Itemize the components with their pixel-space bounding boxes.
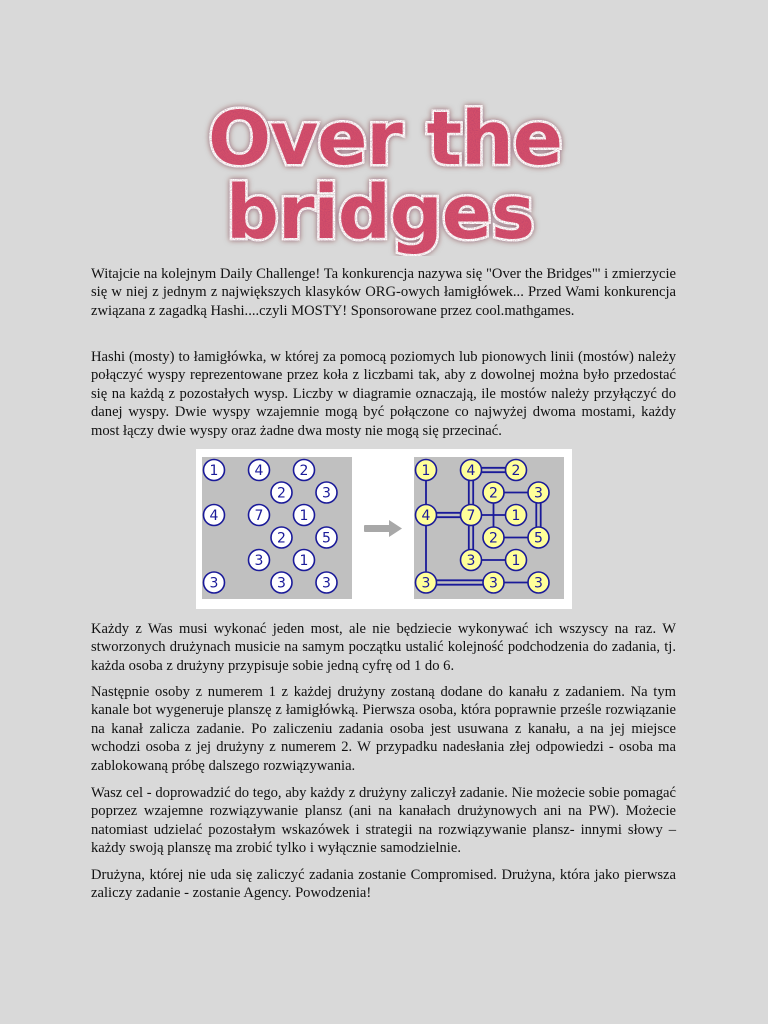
island-number: 2 — [511, 463, 521, 479]
outcome-paragraph: Drużyna, której nie uda się zaliczyć zadania zostanie Compromised. Drużyna, która jako pierwsza zaliczy zadanie - zostanie Agency. Powodzenia! — [91, 867, 676, 902]
island-number: 3 — [466, 553, 476, 569]
island-number: 1 — [299, 553, 309, 569]
island-number: 3 — [534, 485, 543, 502]
order-paragraph: Każdy z Was musi wykonać jeden most, ale nie będziecie wykonywać ich wszyscy na raz. W stworzonych drużynach musicie na samym początku ustalić kolejność podchodzenia do zadania, tj. każda osoba z drużyny przypisuje sobie jedną cyfrę od 1 do 6. — [91, 621, 676, 674]
island-number: 1 — [511, 553, 521, 569]
island-number: 3 — [421, 575, 431, 592]
island-number: 2 — [277, 530, 286, 547]
island-number: 2 — [277, 485, 286, 502]
island-number: 2 — [299, 463, 309, 479]
procedure-paragraph: Następnie osoby z numerem 1 z każdej drużyny zostaną dodane do kanału z zadaniem. Na tym kanale bot wygeneruje planszę z łamigłówką. Pierwsza osoba, która poprawnie prześle rozwiązanie na kanał zalicza zadanie. Po zaliczeniu zadania osoba jest usuwana z kanału, a na jej miejsce wchodzi osoba z jej drużyny z numerem 2. W przypadku nadesłania złej odpowiedzi - osoba ma zablokowaną próbę dalszego rozwiązywania. — [91, 684, 676, 774]
hashi-example-diagram — [196, 449, 572, 609]
intro-paragraph: Witajcie na kolejnym Daily Challenge! Ta konkurencja nazywa się "Over the Bridges"' i zmierzycie się w niej z jednym z największych klasyków ORG-owych łamigłówek... Przed Wami konkurencja związana z zagadką Hashi....czyli MOSTY! Sponsorowane przez cool.mathgames. — [91, 266, 676, 319]
island-number: 5 — [322, 530, 331, 547]
island-number: 3 — [489, 575, 498, 592]
island-number: 2 — [489, 485, 498, 502]
island-number: 7 — [466, 508, 476, 524]
island-number: 3 — [322, 485, 331, 502]
island-number: 1 — [299, 508, 309, 524]
title-line-1: Over the — [208, 96, 562, 182]
island-number: 3 — [534, 575, 543, 592]
island-number: 3 — [209, 575, 219, 592]
island-number: 5 — [534, 530, 543, 547]
title-logo — [190, 96, 580, 256]
goal-paragraph: Wasz cel - doprowadzić do tego, aby każdy z drużyny zaliczył zadanie. Nie możecie sobie pomagać poprzez wzajemne rozwiązywanie plansz (ani na kanałach drużynowych ani na PW). Możecie natomiast udzielać pozostałym wskazówek i strategii na rozwiązywanie plansz- innymi słowy – każdy swoją planszę ma zrobić tylko i wyłącznie samodzielnie. — [91, 785, 676, 857]
island-number: 3 — [254, 553, 264, 569]
island-number: 2 — [489, 530, 498, 547]
island-number: 1 — [209, 463, 219, 479]
island-number: 4 — [466, 463, 476, 479]
island-number: 4 — [421, 508, 431, 524]
rules-paragraph: Hashi (mosty) to łamigłówka, w której za pomocą poziomych lub pionowych linii (mostów) należy połączyć wyspy reprezentowane przez koła z liczbami tak, aby z dowolnej można było przedostać się na każdą z pozostałych wysp. Liczby w diagramie oznaczają, ile mostów należy przyłączyć do danej wyspy. Dwie wyspy wzajemnie mogą być połączone co najwyżej dwoma mostami, każdy most łączy dwie wyspy oraz żadne dwa mosty nie mogą się przecinać. — [91, 349, 676, 439]
island-number: 3 — [277, 575, 286, 592]
island-number: 1 — [421, 463, 431, 479]
title-line-2: bridges — [225, 170, 535, 256]
island-number: 4 — [254, 463, 264, 479]
island-number: 3 — [322, 575, 331, 592]
island-number: 7 — [254, 508, 264, 524]
island-number: 4 — [209, 508, 219, 524]
island-number: 1 — [511, 508, 521, 524]
